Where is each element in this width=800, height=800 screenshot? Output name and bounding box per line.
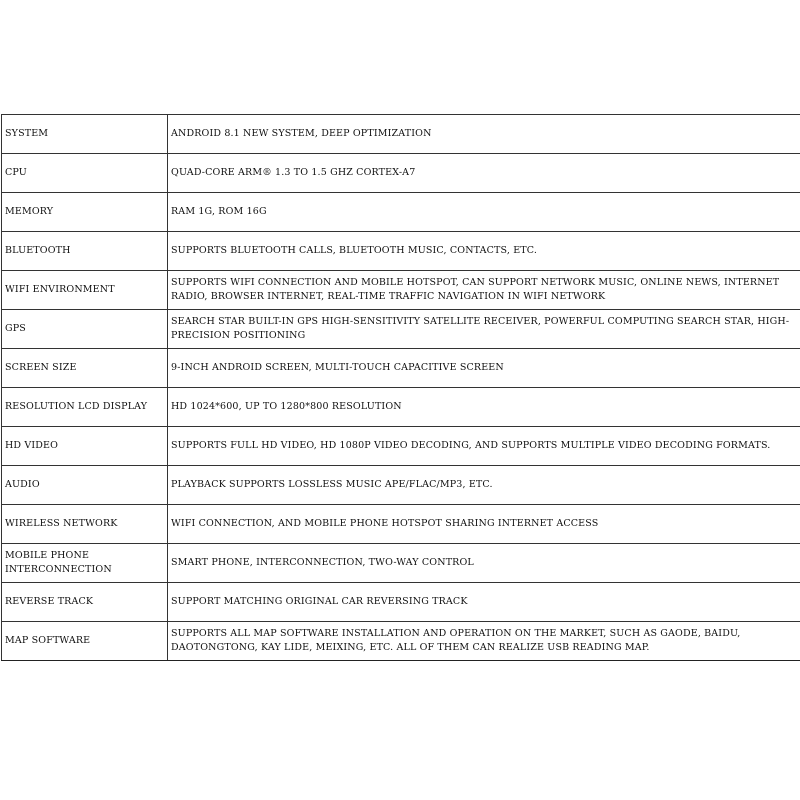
table-row bbox=[2, 232, 800, 271]
spec-label: HD VIDEO bbox=[2, 427, 168, 466]
spec-value: ANDROID 8.1 NEW SYSTEM, DEEP OPTIMIZATION bbox=[168, 115, 800, 154]
spec-value: SUPPORTS FULL HD VIDEO, HD 1080P VIDEO DECODING, AND SUPPORTS MULTIPLE VIDEO DECODING FORMATS. bbox=[168, 427, 800, 466]
table-row bbox=[2, 466, 800, 505]
spec-value: WIFI CONNECTION, AND MOBILE PHONE HOTSPOT SHARING INTERNET ACCESS bbox=[168, 505, 800, 544]
spec-value: SUPPORTS ALL MAP SOFTWARE INSTALLATION AND OPERATION ON THE MARKET, SUCH AS GAODE, BAIDU, DAOTONGTONG, KAY LIDE, MEIXING, ETC. ALL OF THEM CAN REALIZE USB READING MAP. bbox=[168, 622, 800, 661]
spec-label: MOBILE PHONE INTERCONNECTION bbox=[2, 544, 168, 583]
spec-label: MEMORY bbox=[2, 193, 168, 232]
table-row bbox=[2, 271, 800, 310]
table-row bbox=[2, 622, 800, 661]
spec-label: REVERSE TRACK bbox=[2, 583, 168, 622]
spec-value: SUPPORT MATCHING ORIGINAL CAR REVERSING TRACK bbox=[168, 583, 800, 622]
table-row bbox=[2, 427, 800, 466]
spec-label: SYSTEM bbox=[2, 115, 168, 154]
table-row bbox=[2, 154, 800, 193]
table-row bbox=[2, 193, 800, 232]
spec-label: MAP SOFTWARE bbox=[2, 622, 168, 661]
spec-label: GPS bbox=[2, 310, 168, 349]
table-row bbox=[2, 583, 800, 622]
table-row bbox=[2, 388, 800, 427]
table-row bbox=[2, 310, 800, 349]
spec-value: PLAYBACK SUPPORTS LOSSLESS MUSIC APE/FLAC/MP3, ETC. bbox=[168, 466, 800, 505]
table-row bbox=[2, 349, 800, 388]
spec-value: QUAD-CORE ARM® 1.3 TO 1.5 GHZ CORTEX-A7 bbox=[168, 154, 800, 193]
spec-value: SUPPORTS BLUETOOTH CALLS, BLUETOOTH MUSIC, CONTACTS, ETC. bbox=[168, 232, 800, 271]
spec-value: RAM 1G, ROM 16G bbox=[168, 193, 800, 232]
spec-value: 9-INCH ANDROID SCREEN, MULTI-TOUCH CAPACITIVE SCREEN bbox=[168, 349, 800, 388]
spec-label: SCREEN SIZE bbox=[2, 349, 168, 388]
spec-table bbox=[1, 114, 800, 661]
spec-label: RESOLUTION LCD DISPLAY bbox=[2, 388, 168, 427]
spec-label: BLUETOOTH bbox=[2, 232, 168, 271]
table-row bbox=[2, 115, 800, 154]
table-row bbox=[2, 505, 800, 544]
spec-label: AUDIO bbox=[2, 466, 168, 505]
spec-value: HD 1024*600, UP TO 1280*800 RESOLUTION bbox=[168, 388, 800, 427]
spec-value: SUPPORTS WIFI CONNECTION AND MOBILE HOTSPOT, CAN SUPPORT NETWORK MUSIC, ONLINE NEWS, INTERNET RADIO, BROWSER INTERNET, REAL-TIME TRAFFIC NAVIGATION IN WIFI NETWORK bbox=[168, 271, 800, 310]
spec-label: WIRELESS NETWORK bbox=[2, 505, 168, 544]
spec-value: SEARCH STAR BUILT-IN GPS HIGH-SENSITIVITY SATELLITE RECEIVER, POWERFUL COMPUTING SEARCH STAR, HIGH-PRECISION POSITIONING bbox=[168, 310, 800, 349]
spec-label: WIFI ENVIRONMENT bbox=[2, 271, 168, 310]
spec-label: CPU bbox=[2, 154, 168, 193]
spec-value: SMART PHONE, INTERCONNECTION, TWO-WAY CONTROL bbox=[168, 544, 800, 583]
table-row bbox=[2, 544, 800, 583]
